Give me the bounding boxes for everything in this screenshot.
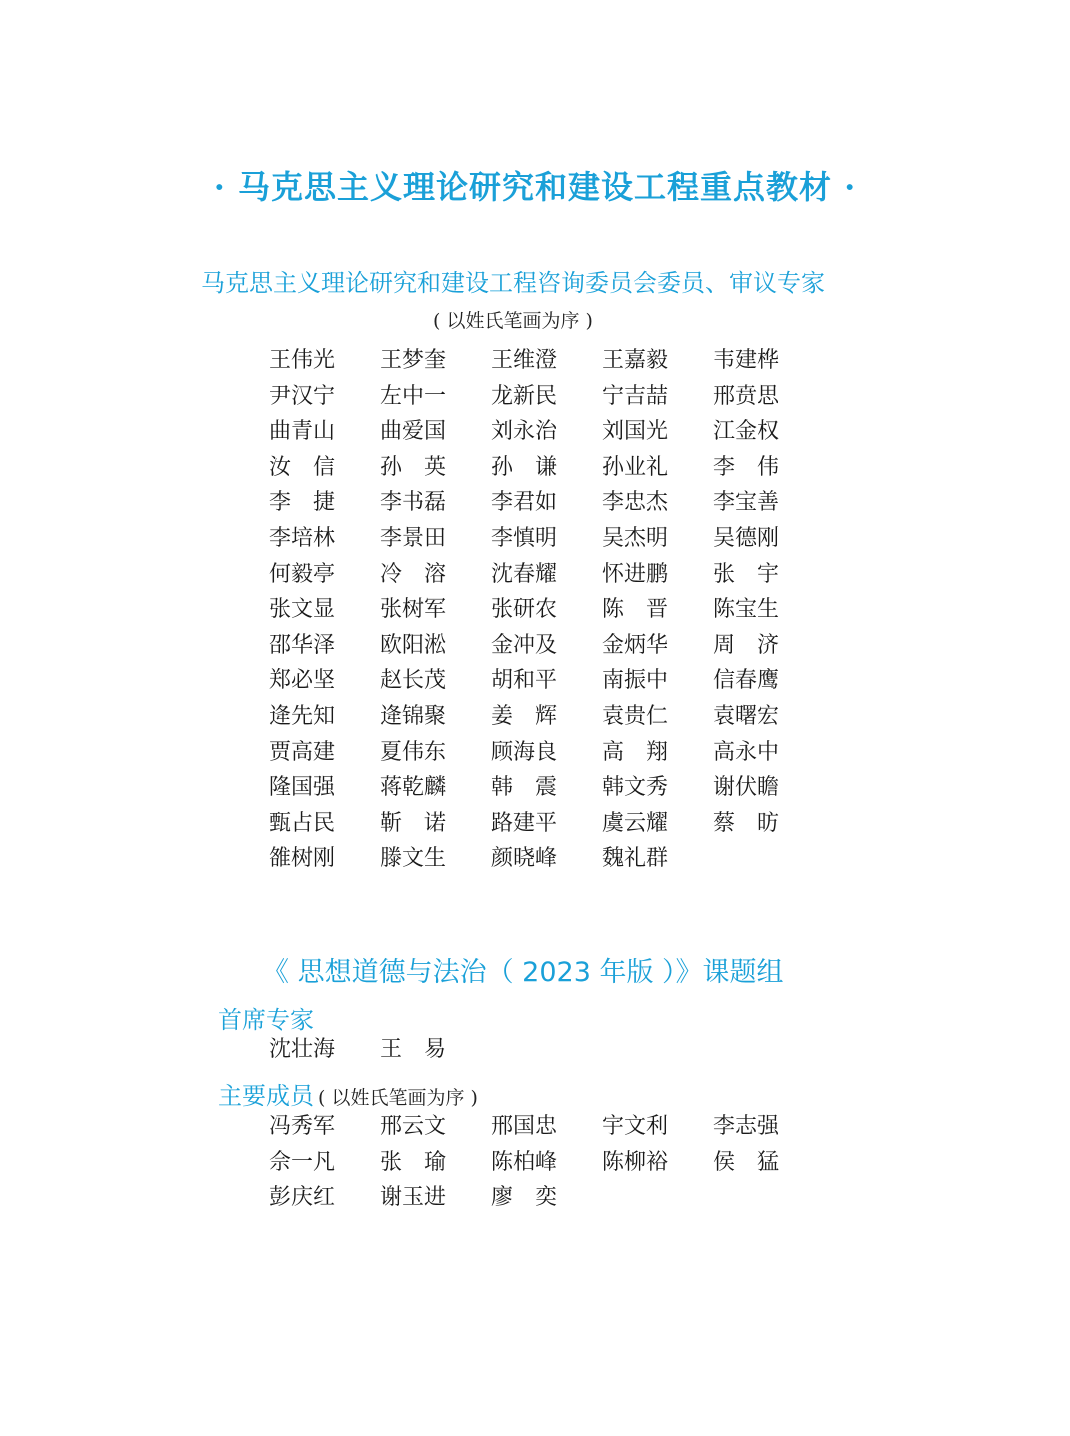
main-member-name: 陈柏峰: [491, 1149, 558, 1175]
committee-member-name: 袁曙宏: [713, 703, 780, 729]
committee-member-name: 靳诺: [380, 810, 446, 836]
committee-member-name: 吴德刚: [713, 525, 780, 551]
committee-member-name: 甄占民: [269, 810, 336, 836]
committee-member-list: [269, 343, 824, 877]
committee-member-name: 陈晋: [602, 597, 668, 623]
committee-member-name: 蒋乾麟: [380, 775, 447, 801]
committee-member-name: 何毅亭: [269, 561, 336, 587]
main-members-heading: [218, 1076, 478, 1111]
committee-member-name: 姜辉: [491, 703, 557, 729]
main-member-name: 彭庆红: [269, 1185, 336, 1211]
committee-member-name: 李书磊: [380, 490, 447, 516]
main-members-order-note: ( 以姓氏笔画为序 ): [318, 1087, 478, 1109]
committee-member-name: 左中一: [380, 383, 447, 409]
committee-member-name: 邵华泽: [269, 632, 336, 658]
committee-member-name: 贾高建: [269, 739, 336, 765]
committee-member-name: 顾海良: [491, 739, 558, 765]
committee-member-name: 郑必坚: [269, 668, 336, 694]
main-member-name: 张瑜: [380, 1149, 446, 1175]
committee-member-name: 李忠杰: [602, 490, 669, 516]
committee-order-note: ( 以姓氏笔画为序 ): [433, 310, 593, 332]
main-member-name: 佘一凡: [269, 1149, 336, 1175]
chief-expert-list: [269, 1032, 824, 1068]
committee-member-name: 李景田: [380, 525, 447, 551]
committee-member-name: 王伟光: [269, 348, 336, 373]
committee-title: 马克思主义理论研究和建设工程咨询委员会委员、审议专家: [201, 269, 825, 297]
main-member-name: 廖奕: [491, 1185, 557, 1211]
committee-member-name: 路建平: [491, 810, 558, 836]
committee-member-name: 夏伟东: [380, 739, 447, 765]
chief-expert-heading: 首席专家: [218, 1006, 314, 1034]
committee-member-name: 江金权: [713, 419, 780, 445]
committee-member-name: 金炳华: [602, 632, 669, 658]
main-member-name: 宇文利: [602, 1114, 669, 1139]
committee-member-name: 尹汉宁: [269, 383, 336, 409]
committee-member-name: 欧阳淞: [380, 632, 447, 658]
committee-member-name: 冷溶: [380, 561, 446, 587]
committee-member-name: 韩震: [491, 775, 557, 801]
committee-member-name: 张研农: [491, 597, 558, 623]
committee-member-name: 宁吉喆: [602, 383, 669, 409]
series-title: · 马克思主义理论研究和建设工程重点教材 ·: [213, 168, 857, 206]
committee-member-name: 汝信: [269, 454, 335, 480]
committee-member-name: 邢贲思: [713, 383, 780, 409]
committee-member-name: 金冲及: [491, 632, 558, 658]
committee-member-name: 隆国强: [269, 775, 336, 801]
committee-member-name: 沈春耀: [491, 561, 558, 587]
committee-member-name: 孙业礼: [602, 454, 669, 480]
main-member-name: 邢国忠: [491, 1114, 558, 1139]
committee-member-name: 李培林: [269, 525, 336, 551]
committee-member-name: 逄先知: [269, 703, 336, 729]
committee-member-name: 陈宝生: [713, 597, 780, 623]
main-member-name: 邢云文: [380, 1114, 447, 1139]
committee-member-name: 李宝善: [713, 490, 780, 516]
main-member-name: 谢玉进: [380, 1185, 447, 1211]
committee-member-name: 颜晓峰: [491, 846, 558, 872]
committee-member-name: 刘永治: [491, 419, 558, 445]
committee-member-name: 龙新民: [491, 383, 558, 409]
committee-member-name: 孙英: [380, 454, 446, 480]
committee-member-name: 魏礼群: [602, 846, 669, 872]
committee-member-name: 李君如: [491, 490, 558, 516]
committee-member-name: 李慎明: [491, 525, 558, 551]
chief-expert-name: 沈壮海: [269, 1037, 336, 1062]
committee-member-name: 王嘉毅: [602, 348, 669, 373]
chief-expert-name: 王易: [380, 1037, 446, 1062]
committee-member-name: 南振中: [602, 668, 669, 694]
committee-member-name: 信春鹰: [713, 668, 780, 694]
committee-member-name: 谢伏瞻: [713, 775, 780, 801]
main-member-name: 陈柳裕: [602, 1149, 669, 1175]
committee-member-name: 李伟: [713, 454, 779, 480]
group-title: 《 思想道德与法治（ 2023 年版 ）》课题组: [262, 957, 784, 988]
committee-member-name: 王梦奎: [380, 348, 447, 373]
committee-member-name: 曲爱国: [380, 419, 447, 445]
committee-member-name: 韩文秀: [602, 775, 669, 801]
committee-member-name: 雒树刚: [269, 846, 336, 872]
committee-member-name: 刘国光: [602, 419, 669, 445]
committee-member-name: 张文显: [269, 597, 336, 623]
main-member-name: 李志强: [713, 1114, 780, 1139]
committee-member-name: 逄锦聚: [380, 703, 447, 729]
committee-member-name: 高永中: [713, 739, 780, 765]
main-member-name: 侯猛: [713, 1149, 779, 1175]
main-member-name: 冯秀军: [269, 1114, 336, 1139]
committee-member-name: 虞云耀: [602, 810, 669, 836]
committee-member-name: 周济: [713, 632, 779, 658]
committee-member-name: 韦建桦: [713, 348, 780, 373]
main-members-label: 主要成员: [218, 1082, 314, 1110]
main-member-list: [269, 1109, 824, 1216]
committee-member-name: 曲青山: [269, 419, 336, 445]
committee-member-name: 高翔: [602, 739, 668, 765]
committee-member-name: 怀进鹏: [602, 561, 669, 587]
committee-member-name: 李捷: [269, 490, 335, 516]
committee-member-name: 滕文生: [380, 846, 447, 872]
committee-member-name: 张树军: [380, 597, 447, 623]
committee-member-name: 孙谦: [491, 454, 557, 480]
committee-member-name: 赵长茂: [380, 668, 447, 694]
committee-member-name: 袁贵仁: [602, 703, 669, 729]
committee-member-name: 蔡昉: [713, 810, 779, 836]
committee-member-name: 张宇: [713, 561, 779, 587]
committee-member-name: 胡和平: [491, 668, 558, 694]
committee-member-name: 吴杰明: [602, 525, 669, 551]
committee-member-name: 王维澄: [491, 348, 558, 373]
